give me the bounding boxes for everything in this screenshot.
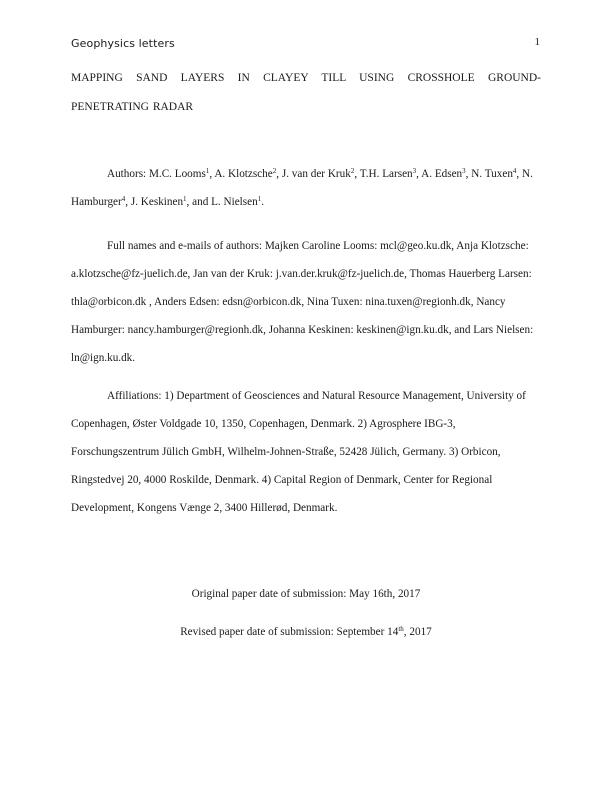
page-number: 1	[534, 36, 540, 48]
author-separator: , and	[186, 196, 212, 208]
author-name: J. van der Kruk	[281, 168, 351, 180]
author-affiliation-marker: 3	[462, 167, 466, 175]
author-affiliation-marker: 4	[512, 167, 517, 175]
author-name: L. Nielsen	[211, 196, 258, 208]
author-name: N. Hamburger	[71, 168, 533, 208]
author-name: N. Tuxen	[471, 168, 513, 180]
author-separator: ,	[209, 168, 215, 180]
author-affiliation-marker: 3	[412, 167, 417, 175]
author-name: A. Edsen	[421, 168, 463, 180]
authors-prefix: Authors:	[107, 168, 149, 180]
affiliations: Affiliations: 1) Department of Geosciences and Natural Resource Management, University of Copenhagen, Øster Voldgade 10, 1350, Copenhagen, Denmark. 2) Agrosphere IBG-3, Forschungszentrum Jülich GmbH, Wilhelm-Johnen-Straße, 52428 Jülich, Germany. 3) Orbicon, Ringstedvej 20, 4000 Roskilde, Denmark. 4) Capital Region of Denmark, Center for Regional Development, Kongens Vænge 2, 3400 Hillerød, Denmark.	[71, 390, 526, 514]
author-name: J. Keskinen	[130, 196, 184, 208]
revised-prefix: Revised paper date of submission: September 14	[180, 626, 399, 638]
author-separator: ,	[276, 168, 282, 180]
author-name: A. Klotzsche	[214, 168, 273, 180]
author-affiliation-marker: 4	[121, 195, 126, 203]
author-separator: ,	[354, 168, 360, 180]
paper-title: MAPPING SAND LAYERS IN CLAYEY TILL USING CROSSHOLE GROUND-PENETRATING RADAR	[71, 72, 541, 113]
author-name: M.C. Looms	[148, 168, 206, 180]
author-separator: ,	[416, 168, 422, 180]
author-affiliation-marker: 1	[205, 167, 210, 175]
revised-suffix: , 2017	[403, 626, 432, 638]
author-affiliation-marker: 2	[350, 167, 355, 175]
author-affiliation-marker: 1	[257, 195, 262, 203]
revised-ordinal: th	[398, 625, 404, 633]
author-separator: ,	[125, 196, 131, 208]
author-separator: ,	[516, 168, 523, 180]
original-submission-date: Original paper date of submission: May 16th, 2017	[191, 588, 421, 600]
authors-line	[71, 160, 541, 216]
author-name: T.H. Larsen	[359, 168, 413, 180]
revised-submission-date	[71, 622, 541, 642]
full-names-emails: Full names and e-mails of authors: Majken Caroline Looms: mcl@geo.ku.dk, Anja Klotzsche: a.klotzsche@fz-juelich.de, Jan van der Kruk: j.van.der.kruk@fz-juelich.de, Thomas Hauerberg Larsen: thla@orbicon.dk , Anders Edsen: edsn@orbicon.dk, Nina Tuxen: nina.tuxen@regionh.dk, Nancy Hamburger: nancy.hamburger@regionh.dk, Johanna Keskinen: keskinen@ign.ku.dk, and Lars Nielsen: ln@ign.ku.dk.	[71, 240, 534, 364]
author-separator: ,	[465, 168, 472, 180]
author-affiliation-marker: 1	[183, 195, 187, 203]
journal-header: Geophysics letters	[71, 37, 175, 50]
author-separator: .	[261, 196, 264, 208]
author-affiliation-marker: 2	[272, 167, 277, 175]
